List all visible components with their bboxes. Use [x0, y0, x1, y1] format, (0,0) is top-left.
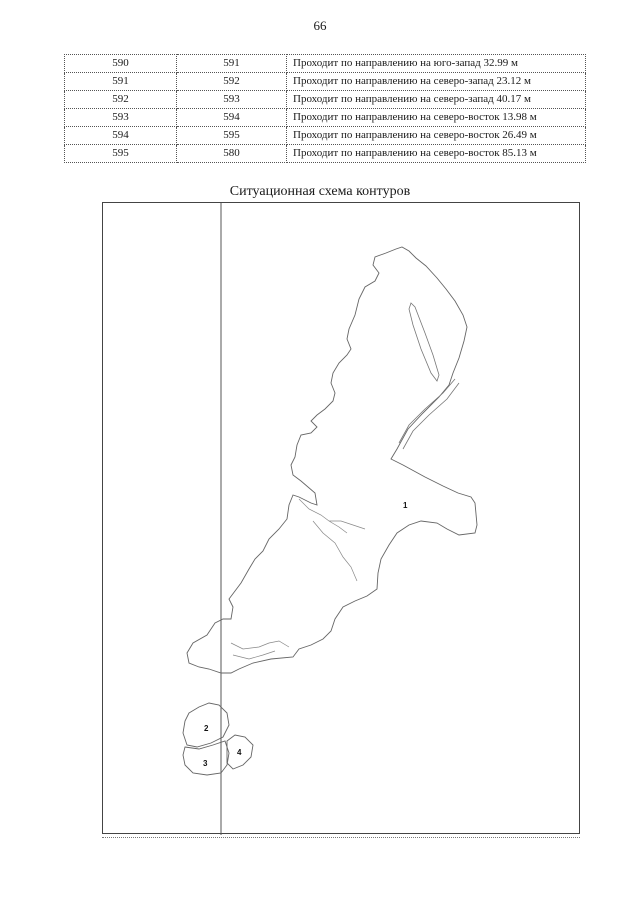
segment-description: Проходит по направлению на северо-восток 13.98 м [287, 109, 586, 127]
segment-description: Проходит по направлению на северо-восток 85.13 м [287, 145, 586, 163]
table-row [65, 145, 586, 163]
segment-description: Проходит по направлению на северо-восток 26.49 м [287, 127, 586, 145]
segment-description: Проходит по направлению на юго-запад 32.99 м [287, 55, 586, 73]
point-from: 591 [65, 73, 177, 91]
scheme-title: Ситуационная схема контуров [229, 184, 411, 199]
contour-1-outline [187, 247, 477, 673]
point-from: 593 [65, 109, 177, 127]
point-to: 593 [177, 91, 287, 109]
table-row [65, 109, 586, 127]
page-number: 66 [313, 18, 327, 33]
point-to: 592 [177, 73, 287, 91]
point-to: 591 [177, 55, 287, 73]
point-to: 595 [177, 127, 287, 145]
point-to: 580 [177, 145, 287, 163]
contour-3-label: 3 [203, 759, 208, 768]
point-from: 592 [65, 91, 177, 109]
contour-1-inner-strip [409, 303, 439, 381]
contour-4-label: 4 [237, 748, 242, 757]
scheme-map [103, 203, 581, 835]
point-from: 590 [65, 55, 177, 73]
segment-description: Проходит по направлению на северо-запад 40.17 м [287, 91, 586, 109]
point-from: 594 [65, 127, 177, 145]
boundary-table [64, 54, 586, 163]
scheme-frame-bottom-rule [102, 834, 580, 838]
creek-lines [231, 499, 365, 659]
contour-3-outline [183, 741, 229, 775]
segment-description: Проходит по направлению на северо-запад 23.12 м [287, 73, 586, 91]
table-row [65, 91, 586, 109]
connector-road [399, 379, 459, 449]
table-row [65, 55, 586, 73]
table-row [65, 127, 586, 145]
contour-2-label: 2 [204, 724, 209, 733]
contour-1-label: 1 [403, 501, 408, 510]
point-to: 594 [177, 109, 287, 127]
point-from: 595 [65, 145, 177, 163]
table-row [65, 73, 586, 91]
scheme-map-frame [102, 202, 580, 834]
